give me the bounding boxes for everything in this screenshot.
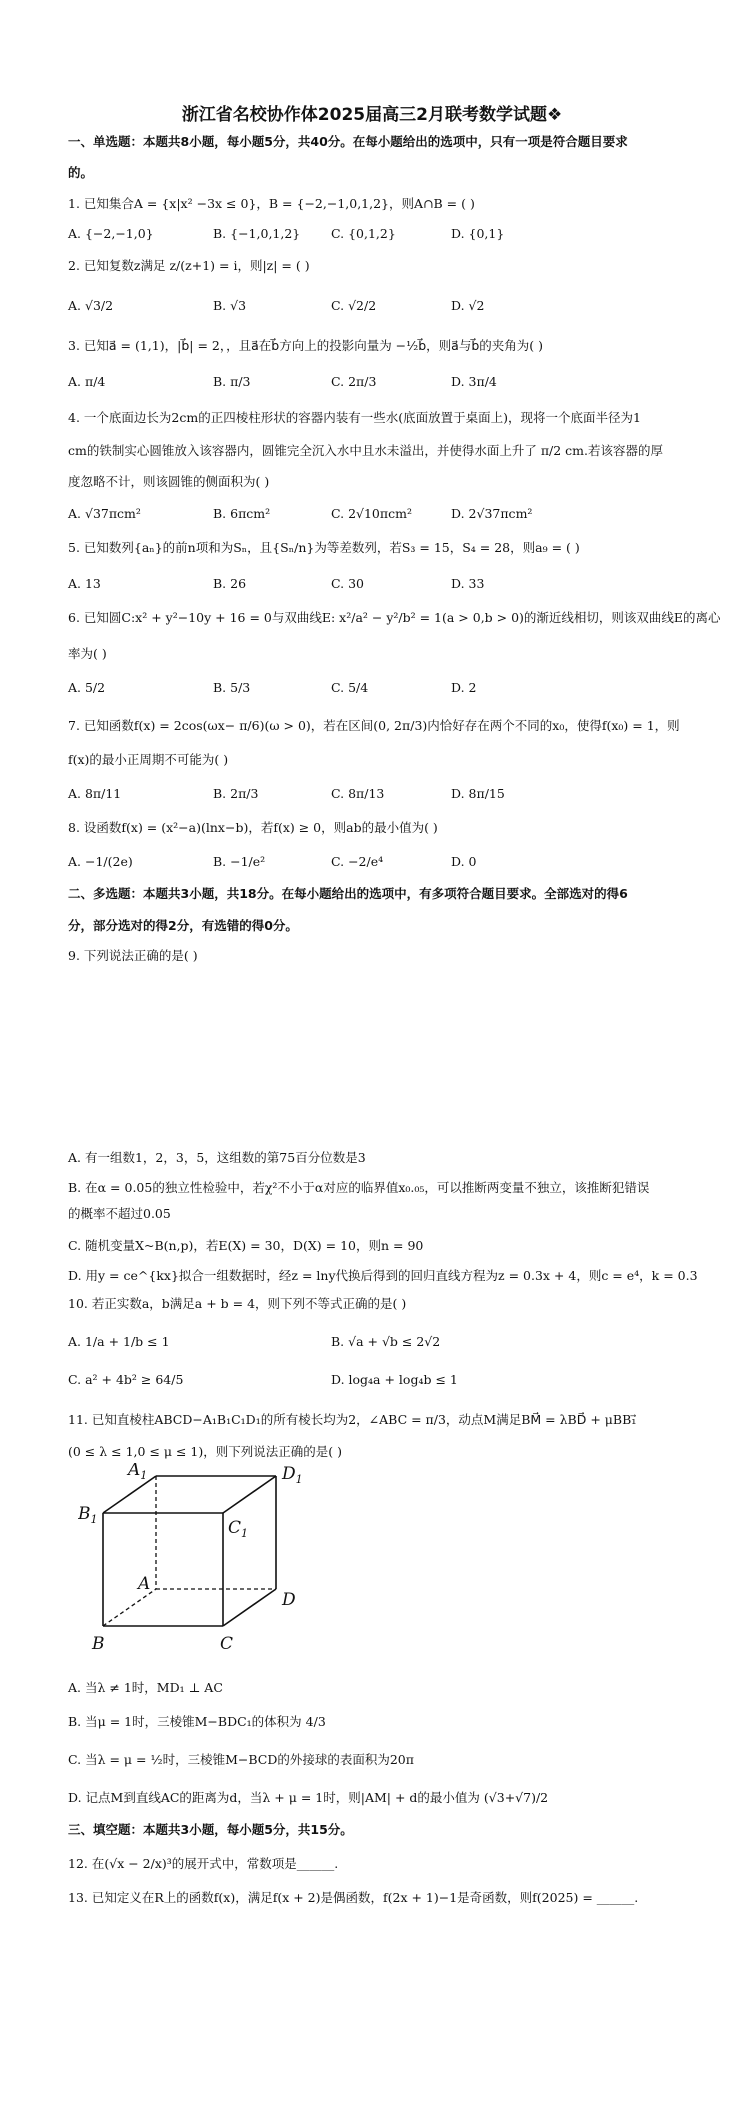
question-3-stem: 3. 已知a⃗ = (1,1)，|b⃗| = 2，，且a⃗在b⃗方向上的投影向量为 −½b⃗，则a⃗与b⃗的夹角为( ) [68,338,544,353]
q8-option-c: C. −2/e⁴ [331,854,384,869]
q2-option-c: C. √2/2 [331,298,377,313]
question-9-stem: 9. 下列说法正确的是( ) [68,948,198,963]
question-8-stem: 8. 设函数f(x) = (x²−a)(lnx−b)，若f(x) ≥ 0，则ab的最小值为( ) [68,820,438,835]
question-13-stem: 13. 已知定义在R上的函数f(x)，满足f(x + 2)是偶函数，f(2x + 1)−1是奇函数，则f(2025) = ______. [68,1890,639,1905]
label-a1 [126,1463,147,1482]
q1-option-c: C. {0,1,2} [331,226,396,241]
q9-option-b: B. 在α = 0.05的独立性检验中，若χ²不小于α对应的临界值x₀.₀₅，可以推断两变量不独立，该推断犯错误 [68,1180,650,1195]
q4-option-a: A. √37πcm² [68,506,141,521]
q10-option-a: A. 1/a + 1/b ≤ 1 [68,1334,170,1349]
q1-option-b: B. {−1,0,1,2} [213,226,301,241]
edge-b1a1 [103,1476,156,1513]
q8-option-a: A. −1/(2e) [68,854,133,869]
q6-option-a: A. 5/2 [68,680,106,695]
q11-option-c: C. 当λ = μ = ½时，三棱锥M−BCD的外接球的表面积为20π [68,1752,414,1767]
question-11-stem-2: (0 ≤ λ ≤ 1,0 ≤ μ ≤ 1)，则下列说法正确的是( ) [68,1444,342,1459]
page-title: 浙江省名校协作体2025届高三2月联考数学试题❖ [181,105,563,125]
label-c1 [228,1518,248,1540]
q2-option-d: D. √2 [451,298,485,313]
q5-option-c: C. 30 [331,576,364,591]
label-a1-sub: 1 [140,1469,148,1482]
question-4-stem: 4. 一个底面边长为2cm的正四棱柱形状的容器内装有一些水(底面放置于桌面上)，现将一个底面半径为1 [68,410,641,425]
label-b: B [92,1634,105,1654]
label-a1-letter: A [128,1463,141,1480]
label-c1-letter: C [228,1518,242,1538]
label-d: D [282,1590,296,1610]
q6-option-d: D. 2 [451,680,477,695]
q9-option-b-cont: 的概率不超过0.05 [68,1206,171,1221]
q1-option-a: A. {−2,−1,0} [68,226,154,241]
section1-heading: 一、单选题：本题共8小题，每小题5分，共40分。在每小题给出的选项中，只有一项是符合题目要求 [68,134,628,149]
edge-cd [223,1589,276,1626]
q5-option-a: A. 13 [68,576,101,591]
q5-option-d: D. 33 [451,576,485,591]
question-2-stem: 2. 已知复数z满足 z/(z+1) = i，则|z| = ( ) [68,258,310,273]
question-4-stem-2: cm的铁制实心圆锥放入该容器内，圆锥完全沉入水中且水未溢出，并使得水面上升了 π/2 cm.若该容器的厚 [68,443,664,458]
q9-option-c: C. 随机变量X~B(n,p)，若E(X) = 30，D(X) = 10，则n = 90 [68,1238,424,1253]
q6-option-c: C. 5/4 [331,680,369,695]
question-6-stem: 6. 已知圆C:x² + y²−10y + 16 = 0与双曲线E: x²/a² − y²/b² = 1(a > 0,b > 0)的渐近线相切，则该双曲线E的离心 [68,610,721,625]
q3-option-a: A. π/4 [68,374,106,389]
q9-option-d: D. 用y = ce^{kx}拟合一组数据时，经z = lny代换后得到的回归直线方程为z = 0.3x + 4，则c = e⁴，k = 0.3 [68,1268,698,1283]
label-a: A [138,1574,151,1594]
q8-option-b: B. −1/e² [213,854,266,869]
label-d1-letter: D [282,1464,296,1484]
q7-option-d: D. 8π/15 [451,786,505,801]
question-11-stem: 11. 已知直棱柱ABCD−A₁B₁C₁D₁的所有棱长均为2，∠ABC = π/3，动点M满足BM⃗ = λBD⃗ + μBB₁⃗ [68,1412,637,1427]
q4-option-d: D. 2√37πcm² [451,506,533,521]
question-10-stem: 10. 若正实数a，b满足a + b = 4，则下列不等式正确的是( ) [68,1296,407,1311]
label-b1-sub: 1 [90,1513,98,1526]
label-d1 [281,1464,303,1486]
section3-heading: 三、填空题：本题共3小题，每小题5分，共15分。 [68,1822,353,1837]
edge-c1d1 [223,1476,276,1513]
label-b1-letter: B [78,1504,91,1524]
q3-option-b: B. π/3 [213,374,251,389]
question-4-stem-3: 度忽略不计，则该圆锥的侧面积为( ) [68,474,270,489]
q11-option-d: D. 记点M到直线AC的距离为d，当λ + μ = 1时，则|AM| + d的最小值为 (√3+√7)/2 [68,1790,549,1805]
q9-option-a: A. 有一组数1，2，3，5，这组数的第75百分位数是3 [68,1150,366,1165]
label-b1 [78,1504,98,1526]
q7-option-b: B. 2π/3 [213,786,259,801]
question-7-stem-2: f(x)的最小正周期不可能为( ) [68,752,229,767]
q3-option-c: C. 2π/3 [331,374,377,389]
q7-option-a: A. 8π/11 [68,786,122,801]
q2-option-a: A. √3/2 [68,298,114,313]
section2-heading: 二、多选题：本题共3小题，共18分。在每小题给出的选项中，有多项符合题目要求。全部选对的得6 [68,886,628,901]
section1-heading-cont: 的。 [68,165,94,180]
q7-option-c: C. 8π/13 [331,786,385,801]
question-6-stem-2: 率为( ) [68,646,107,661]
edge-ba-hidden [103,1589,156,1626]
question-7-stem: 7. 已知函数f(x) = 2cos(ωx− π/6)(ω > 0)，若在区间(0, 2π/3)内恰好存在两个不同的x₀，使得f(x₀) = 1，则 [68,718,680,733]
q3-option-d: D. 3π/4 [451,374,497,389]
q5-option-b: B. 26 [213,576,247,591]
question-1-stem: 1. 已知集合A = {x|x² −3x ≤ 0}，B = {−2,−1,0,1,2}，则A∩B = ( ) [68,196,475,211]
q11-option-b: B. 当μ = 1时，三棱锥M−BDC₁的体积为 4/3 [68,1714,326,1729]
q11-option-a: A. 当λ ≠ 1时，MD₁ ⊥ AC [68,1680,223,1695]
q1-option-d: D. {0,1} [451,226,505,241]
q2-option-b: B. √3 [213,298,247,313]
prism-edges [103,1476,276,1626]
q10-option-d: D. log₄a + log₄b ≤ 1 [331,1372,458,1387]
prism-figure [78,1463,308,1663]
question-5-stem: 5. 已知数列{aₙ}的前n项和为Sₙ，且{Sₙ/n}为等差数列，若S₃ = 15，S₄ = 28，则a₉ = ( ) [68,540,580,555]
q10-option-b: B. √a + √b ≤ 2√2 [331,1334,441,1349]
prism-hidden-edges [103,1476,276,1626]
label-c: C [220,1634,234,1654]
q4-option-c: C. 2√10πcm² [331,506,412,521]
label-d1-sub: 1 [295,1473,303,1486]
label-c1-sub: 1 [241,1527,249,1540]
q10-option-c: C. a² + 4b² ≥ 64/5 [68,1372,184,1387]
question-12-stem: 12. 在(√x − 2/x)³的展开式中，常数项是______. [68,1856,339,1871]
section2-heading-cont: 分，部分选对的得2分，有选错的得0分。 [68,918,298,933]
q4-option-b: B. 6πcm² [213,506,271,521]
q6-option-b: B. 5/3 [213,680,251,695]
q8-option-d: D. 0 [451,854,477,869]
